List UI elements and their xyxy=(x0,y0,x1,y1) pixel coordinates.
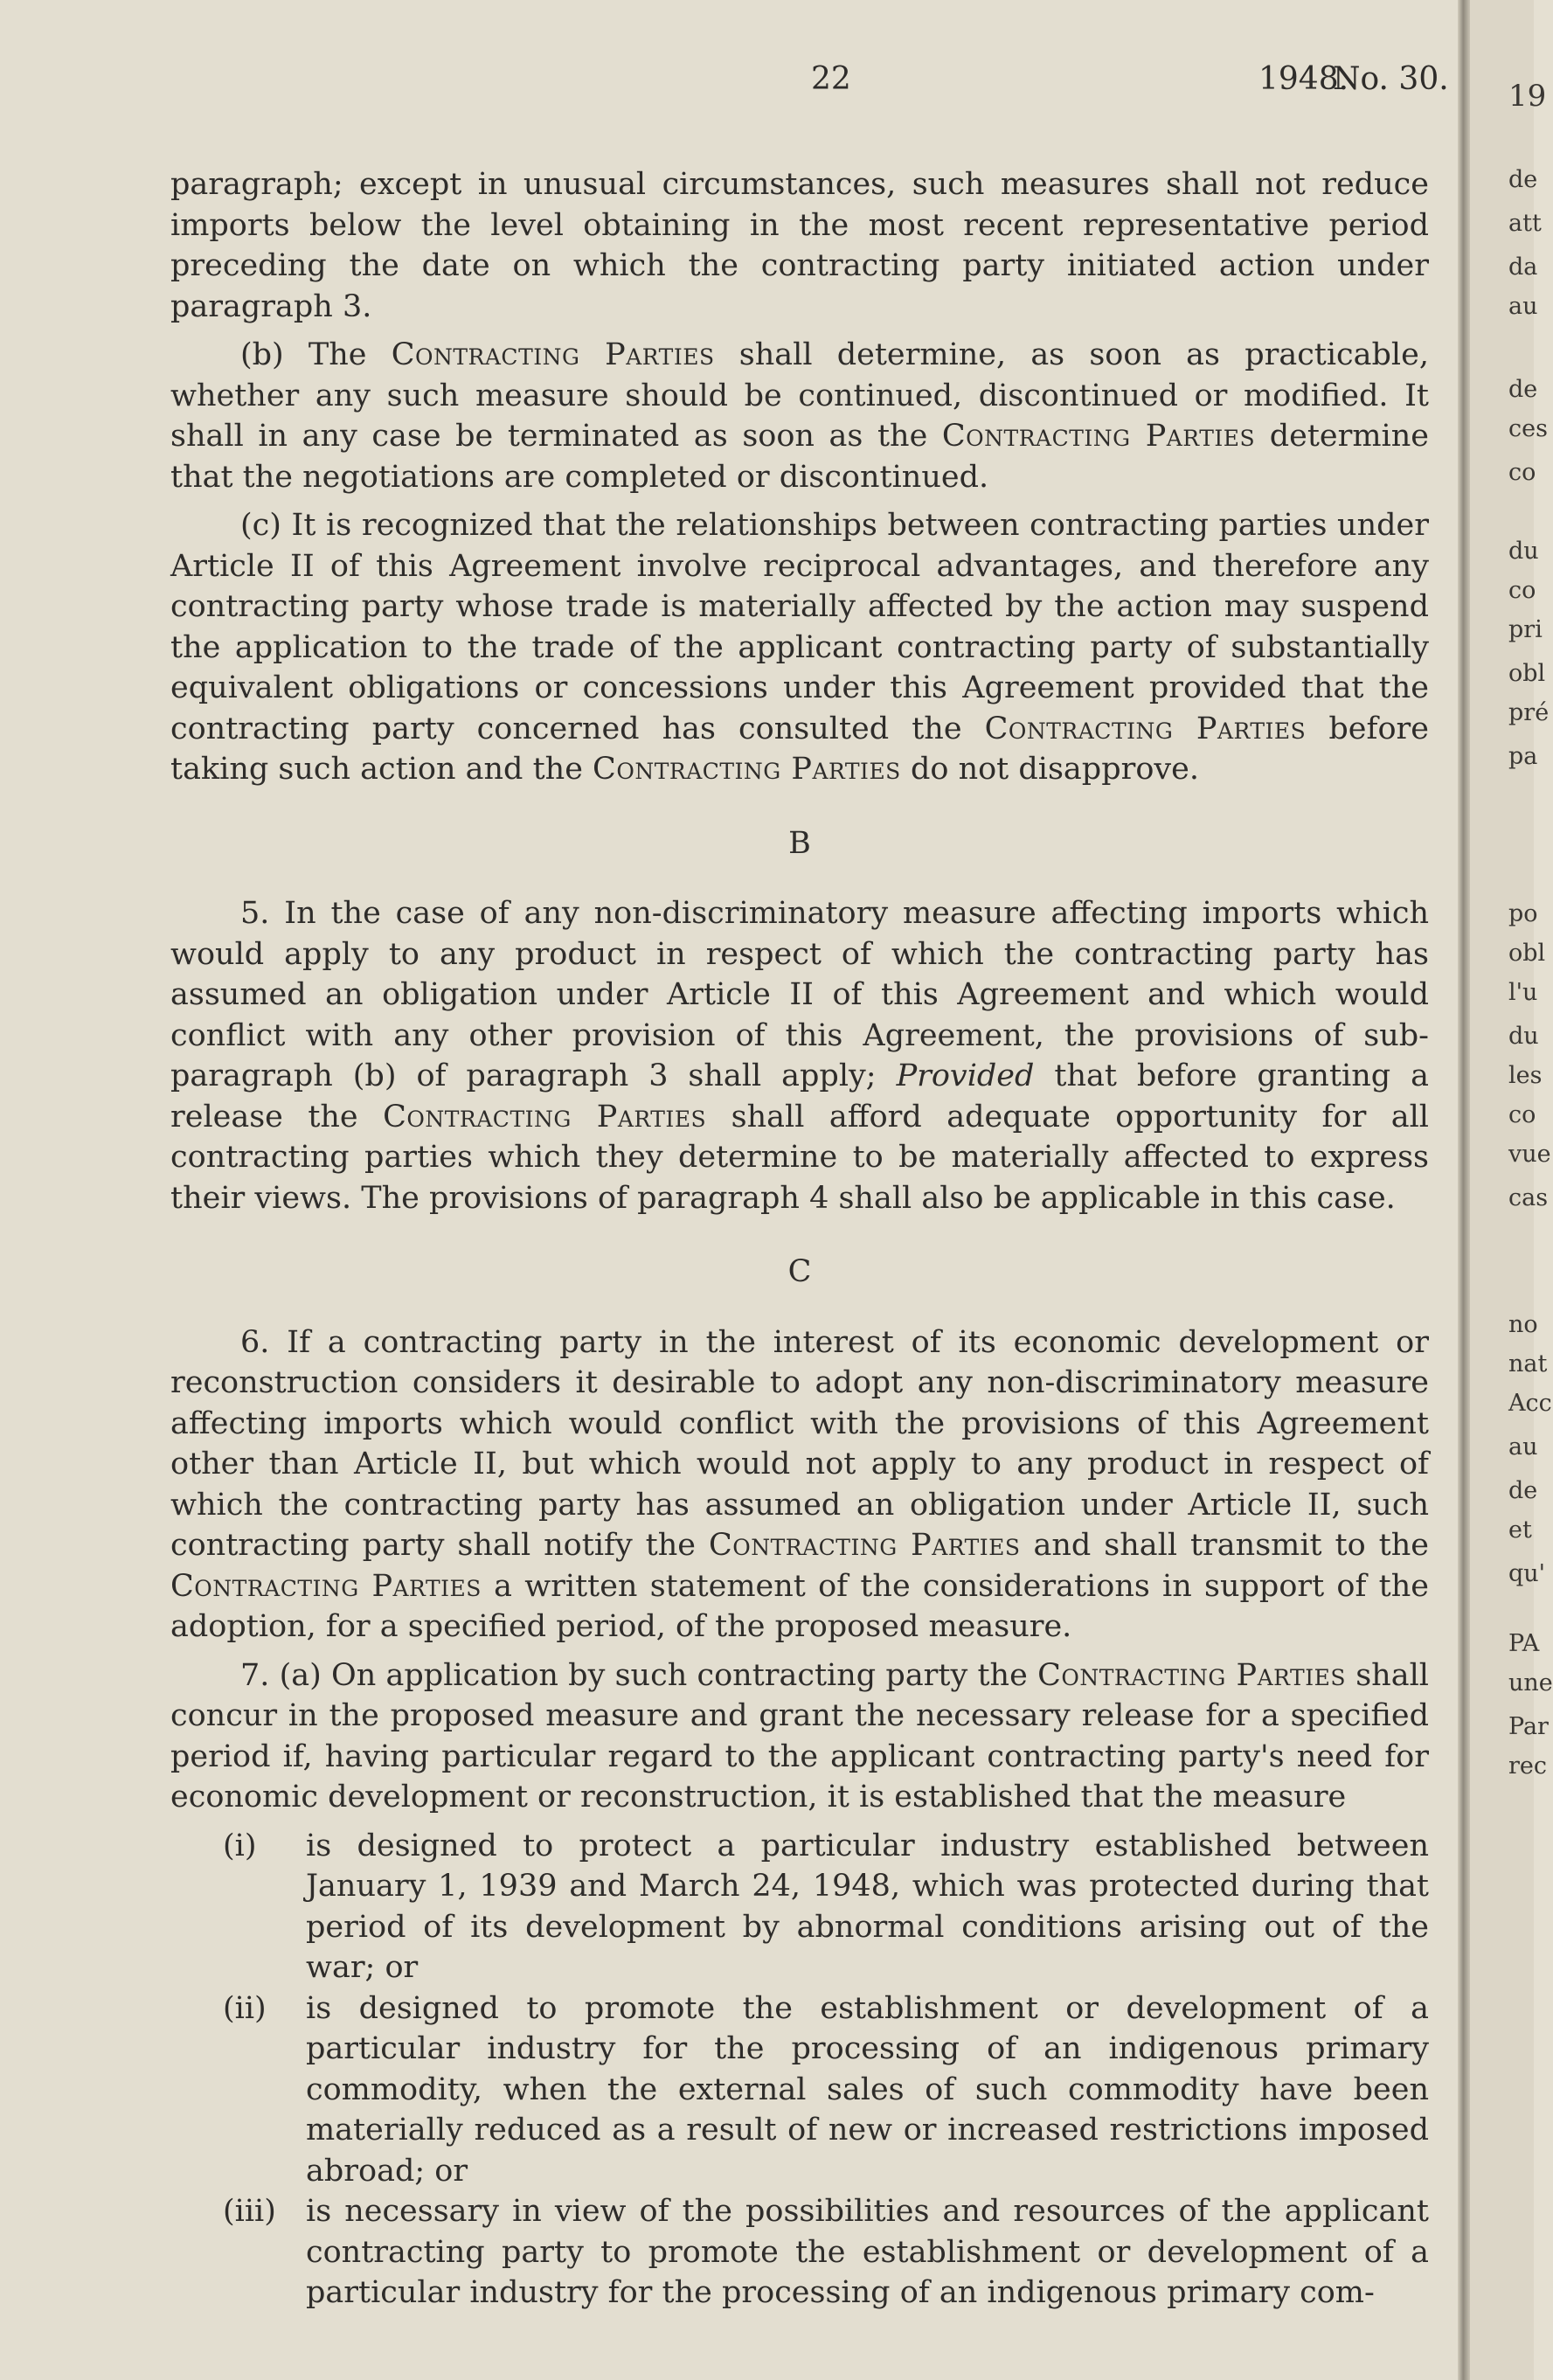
paragraph-7: 7. (a) On application by such contracting party the Contracting Parties shall concur in the proposed measure and grant the necessary release for a specified period if, having particular regard to the applicant contracting party's need for economic development or reconstruction, it is established that the measure xyxy=(170,1657,1429,1814)
facing-page-word: co xyxy=(1508,577,1536,604)
paragraph-b: (b) The Contracting Parties shall determine, as soon as practicable, whether any such measure should be continued, discontinued or modified. It shall in any case be terminated as soon as the Contracting Parties determine that the negotiations are completed or discontinued. xyxy=(170,337,1429,495)
facing-page-word: de xyxy=(1508,376,1538,403)
list-item-number: (i) xyxy=(223,1828,257,1863)
facing-page-word: po xyxy=(1508,900,1538,927)
facing-page-edge xyxy=(1470,0,1553,2380)
facing-page-word: att xyxy=(1508,210,1542,237)
facing-page-word: au xyxy=(1508,1433,1538,1461)
paragraph-6: 6. If a contracting party in the interest of its economic development or reconstruction considers it desirable to adopt any non-discriminatory measure affecting imports which would conflict with the provisions of this Agreement other than Article II, but which would not apply to any product in respect of which the contracting party has assumed an obligation under Article II, such contracting party shall notify the Contracting Parties and shall transmit to the Contracting Parties a written statement of the considerations in support of the adoption, for a specified period, of the proposed measure. xyxy=(170,1324,1429,1644)
page-body xyxy=(170,164,1429,2314)
facing-page-word: no xyxy=(1508,1311,1538,1338)
facing-page-word: pré xyxy=(1508,699,1550,726)
paragraph-c: (c) It is recognized that the relationships between contracting parties under Article II of this Agreement involve reciprocal advantages, and therefore any contracting party whose trade is materially affected by the action may suspend the application to the trade of the applicant contracting party of substantially equivalent obligations or concessions under this Agreement provided that the contracting party concerned has consulted the Contracting Parties before taking such action and the Contracting Parties do not disapprove. xyxy=(170,508,1429,787)
facing-page-word: les xyxy=(1508,1062,1543,1089)
list-item-number: (ii) xyxy=(223,1990,267,2026)
facing-page-word: au xyxy=(1508,293,1538,320)
document-year: 1948. xyxy=(1258,61,1349,97)
facing-page-word: une xyxy=(1508,1669,1553,1697)
facing-page-number: 19 xyxy=(1508,79,1547,114)
list-item-text: is designed to promote the establishment or development of a particular industry for the processing of an indigenous primary commodity, when the external sales of such commodity have been materially reduced as a result of new or increased restrictions imposed abroad; or xyxy=(306,1990,1429,2189)
facing-page-word: pri xyxy=(1508,616,1543,643)
facing-page-word: vue xyxy=(1508,1141,1551,1168)
facing-page-word: qu' xyxy=(1508,1560,1546,1587)
facing-page-word: PA xyxy=(1508,1630,1540,1657)
facing-page-word: co xyxy=(1508,459,1536,486)
document-number: No. 30. xyxy=(1333,61,1449,97)
list-item xyxy=(170,2191,1429,2314)
section-heading-b: B xyxy=(788,825,811,861)
facing-page-word: co xyxy=(1508,1101,1536,1128)
facing-page-word: et xyxy=(1508,1516,1532,1544)
section-heading-c: C xyxy=(787,1254,812,1289)
facing-page-word: du xyxy=(1508,1023,1539,1050)
book-spine-fold xyxy=(1458,0,1470,2380)
facing-page-word: cas xyxy=(1508,1184,1549,1211)
facing-page-word: Acc xyxy=(1508,1390,1552,1417)
facing-page-word: pa xyxy=(1508,743,1538,770)
list-item xyxy=(170,1988,1429,2192)
facing-page-word: obl xyxy=(1508,940,1546,967)
facing-page-word: obl xyxy=(1508,660,1546,687)
facing-page-word: de xyxy=(1508,1477,1538,1504)
facing-page-word: l'u xyxy=(1508,979,1538,1006)
list-item-text: is necessary in view of the possibilities and resources of the applicant contracting party to promote the establishment or development of a particular industry for the processing of an indigenous primary com- xyxy=(306,2194,1429,2310)
paragraph-intro: paragraph; except in unusual circumstances, such measures shall not reduce imports below the level obtaining in the most recent representative period preceding the date on which the contracting party initiated action under paragraph 3. xyxy=(170,167,1429,324)
paragraph-5: 5. In the case of any non-discriminatory measure affecting imports which would apply to any product in respect of which the contracting party has assumed an obligation under Article II of this Agreement and which would conflict with any other provision of this Agreement, the provisions of sub-paragraph (b) of paragraph 3 shall apply; Provided that before granting a release the Contracting Parties shall afford adequate opportunity for all contracting parties which they determine to be materially affected to express their views. The provisions of paragraph 4 shall also be applicable in this case. xyxy=(170,896,1429,1216)
facing-page-word: da xyxy=(1508,253,1538,281)
list-item xyxy=(170,1826,1429,1988)
page-number: 22 xyxy=(811,61,851,97)
facing-page-word: ces xyxy=(1508,415,1548,442)
list-item-number: (iii) xyxy=(223,2194,276,2229)
facing-page-word: de xyxy=(1508,166,1538,193)
facing-page-word: nat xyxy=(1508,1350,1548,1377)
list-item-text: is designed to protect a particular industry established between January 1, 1939 and March 24, 1948, which was protected during that period of its development by abnormal conditions arising out of the war; or xyxy=(306,1828,1429,1985)
facing-page-word: Par xyxy=(1508,1713,1549,1740)
facing-page-word: rec xyxy=(1508,1752,1548,1780)
facing-page-word: du xyxy=(1508,538,1539,565)
